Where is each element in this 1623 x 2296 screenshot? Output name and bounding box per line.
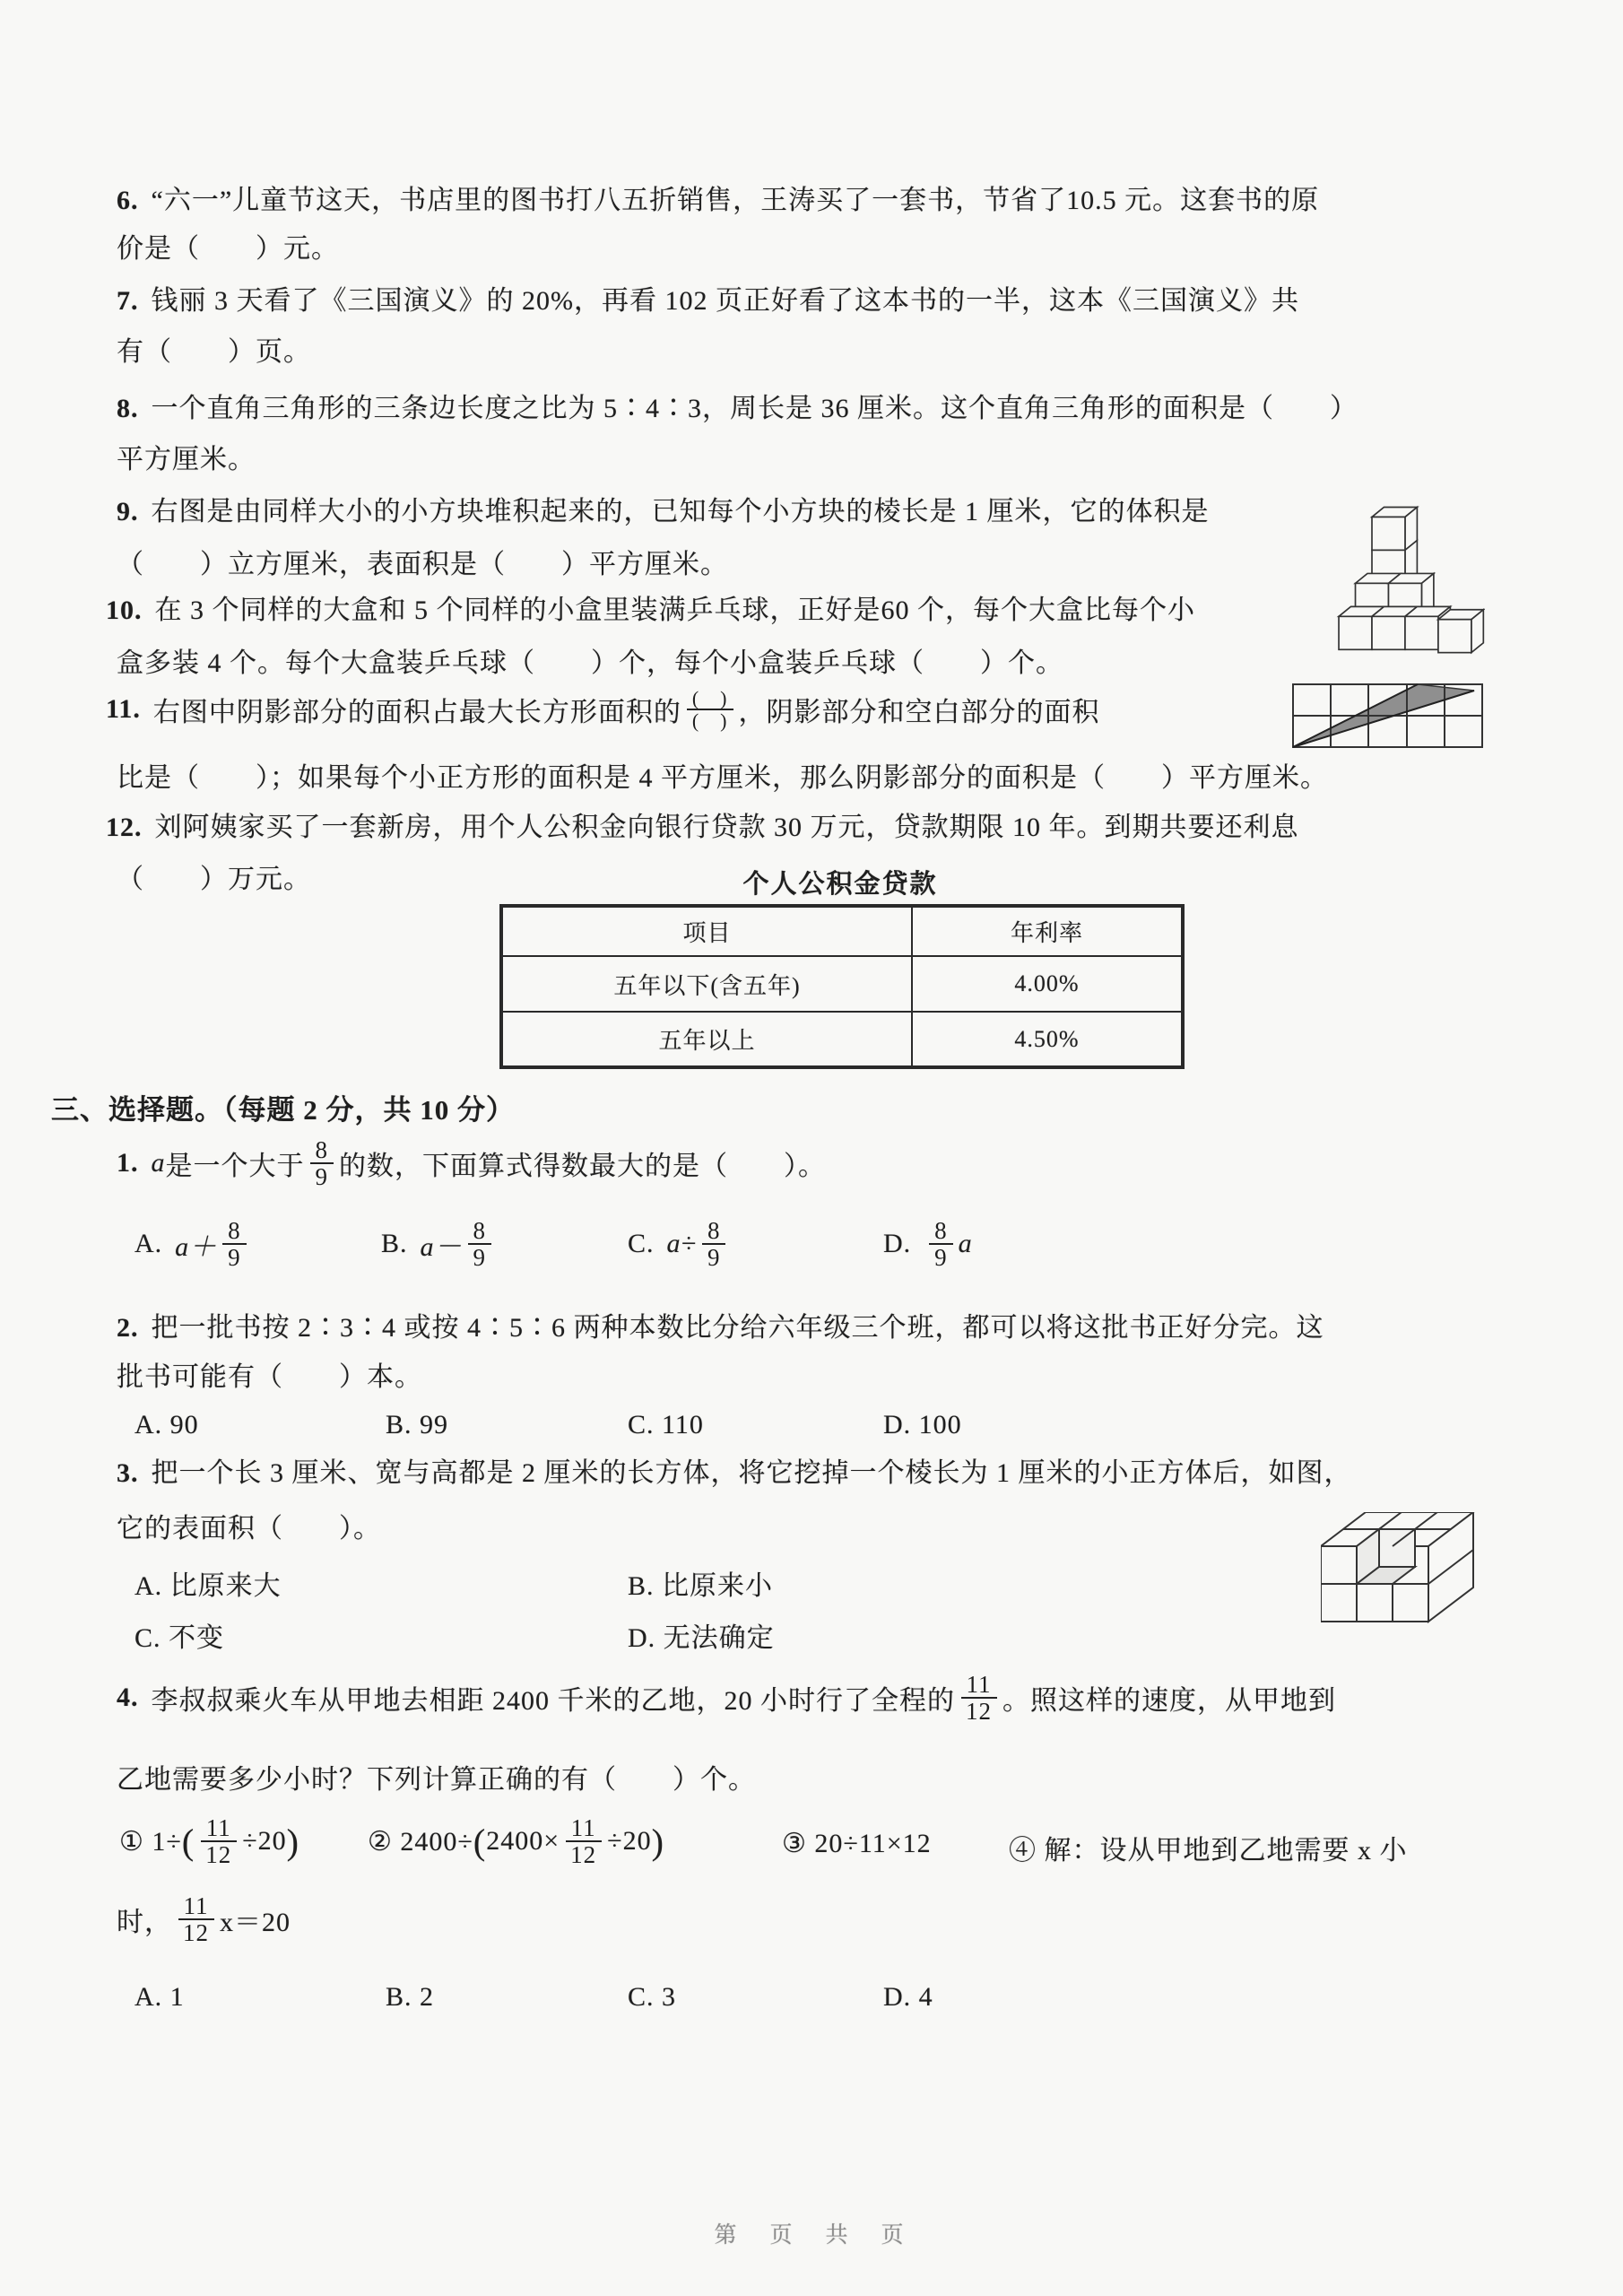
question-10-line1 [106, 595, 1195, 627]
question-11-line1 [106, 674, 1100, 744]
cuboid-notch-figure [1321, 1512, 1480, 1630]
close-paren: ) [651, 1821, 664, 1862]
question-c4-line2: 乙地需要多少小时？下列计算正确的有（ ）个。 [117, 1765, 756, 1795]
question-8-text: 一个直角三角形的三条边长度之比为 5∶4∶3，周长是 36 厘米。这个直角三角形的面积是（ ） [151, 394, 1358, 423]
question-11-text-before: 右图中阴影部分的面积占最大长方形面积的 [152, 698, 681, 727]
table-row [501, 1012, 1183, 1067]
option-b: B. 2 [386, 1982, 435, 2012]
fraction-11-12: 11 12 [960, 1672, 997, 1725]
option-c: C. 3 [628, 1982, 677, 2012]
loan-table-title: 个人公积金贷款 [742, 870, 938, 899]
question-12-number: 12. [106, 813, 143, 842]
question-8-line1 [117, 393, 1358, 425]
equation-3: ③ 20÷11×12 [782, 1829, 932, 1858]
fraction-8-9: 8 9 [310, 1137, 334, 1190]
loan-table-header-item: 项目 [501, 906, 912, 956]
question-7-text: 钱丽 3 天看了《三国演义》的 20%，再看 102 页正好看了这本书的一半，这本《三国演义》共 [151, 286, 1299, 316]
question-10-text: 在 3 个同样的大盒和 5 个同样的小盒里装满乒乓球，正好是60 个，每个大盒比每个小 [154, 596, 1195, 625]
fraction-8-9: 8 9 [929, 1218, 953, 1271]
option-d: D. 无法确定 [628, 1623, 775, 1653]
question-9-line2: （ ）立方厘米，表面积是（ ）平方厘米。 [117, 550, 728, 579]
equation-1: ① 1÷ ( $\frac{11}{12}$ ÷20 ) [119, 1813, 299, 1868]
option-b: B. a－ 8 9 [381, 1213, 497, 1275]
table-row [501, 956, 1183, 1012]
option-d: D. 100 [883, 1410, 962, 1439]
open-paren: ( [473, 1821, 487, 1862]
question-6-line1 [117, 185, 1319, 217]
question-10-number: 10. [106, 596, 143, 625]
loan-table [499, 904, 1185, 1069]
question-c2-line2: 批书可能有（ ）本。 [117, 1362, 422, 1392]
option-d: D. 4 [883, 1982, 933, 2012]
blank-fraction: ( ) ( ) [687, 688, 733, 731]
question-c4-text2: 。照这样的速度，从甲地到 [1002, 1686, 1336, 1716]
option-a: A. 90 [135, 1410, 199, 1439]
loan-term-over-5: 五年以上 [501, 1012, 912, 1067]
question-9-number: 9. [117, 497, 139, 526]
question-11-number: 11. [106, 694, 141, 724]
question-c1-number: 1. [117, 1148, 139, 1178]
option-b: B. 比原来小 [628, 1571, 774, 1601]
option-c: C. a÷ $\frac{8}{9}$ [628, 1213, 731, 1275]
question-c1-text2: 的数，下面算式得数最大的是（ ）。 [339, 1152, 826, 1181]
open-paren: ( [181, 1821, 195, 1862]
loan-term-under-5: 五年以下(含五年) [501, 956, 912, 1012]
question-6-number: 6. [117, 186, 139, 215]
question-12-text: 刘阿姨家买了一套新房，用个人公积金向银行贷款 30 万元，贷款期限 10 年。到期共要还利息 [154, 813, 1299, 842]
question-9-text: 右图是由同样大小的小方块堆积起来的，已知每个小方块的棱长是 1 厘米，它的体积是 [151, 497, 1210, 526]
question-c3-text: 把一个长 3 厘米、宽与高都是 2 厘米的长方体，将它挖掉一个棱长为 1 厘米的小正方体后，如图， [151, 1458, 1352, 1488]
option-d: D. 8 9 a [883, 1216, 973, 1271]
loan-rate-under-5: 4.00% [912, 956, 1183, 1012]
question-11-text-after: ，阴影部分和空白部分的面积 [738, 698, 1100, 727]
fraction-11-12: 11 12 [178, 1893, 214, 1946]
page-footer: 第 页 共 页 [714, 2223, 909, 2248]
question-9-line1 [117, 496, 1210, 528]
question-6-line2: 价是（ ）元。 [117, 234, 339, 264]
question-11-line2: 比是（ ）；如果每个小正方形的面积是 4 平方厘米，那么阴影部分的面积是（ ）平方厘米。 [117, 763, 1328, 793]
question-c2-line1 [117, 1312, 1324, 1344]
fraction-11-12: $\frac{11}{12}$ [200, 1815, 237, 1868]
question-c1-stem [117, 1132, 826, 1195]
question-7-line1 [117, 285, 1299, 317]
question-c2-text: 把一批书按 2∶3∶4 或按 4∶5∶6 两种本数比分给六年级三个班，都可以将这批书正好分完。这 [151, 1313, 1324, 1343]
cube-stack-figure [1334, 492, 1485, 673]
question-c2-number: 2. [117, 1313, 139, 1343]
option-c: C. 110 [628, 1410, 704, 1439]
q4-equation-tail: 时， 11 12 x＝20 [117, 1892, 291, 1946]
close-paren: ) [286, 1821, 299, 1862]
question-12-line1 [106, 812, 1299, 844]
question-7-number: 7. [117, 286, 139, 316]
option-a: A. a＋ 8 9 [135, 1213, 252, 1275]
option-a: A. 1 [135, 1982, 185, 2012]
question-c3-number: 3. [117, 1458, 139, 1488]
fraction-8-9: 8 9 [468, 1218, 492, 1271]
question-c3-line1 [117, 1457, 1352, 1490]
question-8-line2: 平方厘米。 [117, 445, 256, 474]
question-c1-text1: 是一个大于 [165, 1152, 305, 1181]
question-c4-text1: 李叔叔乘火车从甲地去相距 2400 千米的乙地，20 小时行了全程的 [151, 1686, 955, 1716]
option-a: A. 比原来大 [135, 1571, 282, 1601]
question-7-line2: 有（ ）页。 [117, 337, 311, 367]
shaded-grid-figure [1292, 683, 1483, 753]
question-6-text: “六一”儿童节这天，书店里的图书打八五折销售，王涛买了一套书，节省了10.5 元。这套书的原 [151, 186, 1320, 215]
loan-rate-over-5: 4.50% [912, 1012, 1183, 1067]
equation-4: ④ 解：设从甲地到乙地需要 x 小 [1009, 1836, 1408, 1866]
question-c4-stem [117, 1666, 1336, 1729]
loan-table-header-rate: 年利率 [912, 906, 1183, 956]
question-10-line2: 盒多装 4 个。每个大盒装乒乓球（ ）个，每个小盒装乒乓球（ ）个。 [117, 648, 1063, 678]
question-c3-line2: 它的表面积（ ）。 [117, 1514, 381, 1544]
section-heading-choice: 三、选择题。（每题 2 分，共 10 分） [51, 1094, 515, 1126]
fraction-8-9: $\frac{8}{9}$ [702, 1218, 726, 1271]
question-12-line2: （ ）万元。 [117, 865, 311, 894]
option-b: B. 99 [386, 1410, 449, 1439]
option-c: C. 不变 [135, 1623, 225, 1653]
equation-2: ② 2400÷ ( 2400× $\frac{11}{12}$ ÷20 ) [368, 1813, 664, 1868]
variable-a: a [151, 1148, 166, 1178]
fraction-8-9: 8 9 [222, 1218, 247, 1271]
question-8-number: 8. [117, 394, 139, 423]
fraction-11-12: $\frac{11}{12}$ [565, 1815, 602, 1868]
question-c4-number: 4. [117, 1683, 139, 1712]
